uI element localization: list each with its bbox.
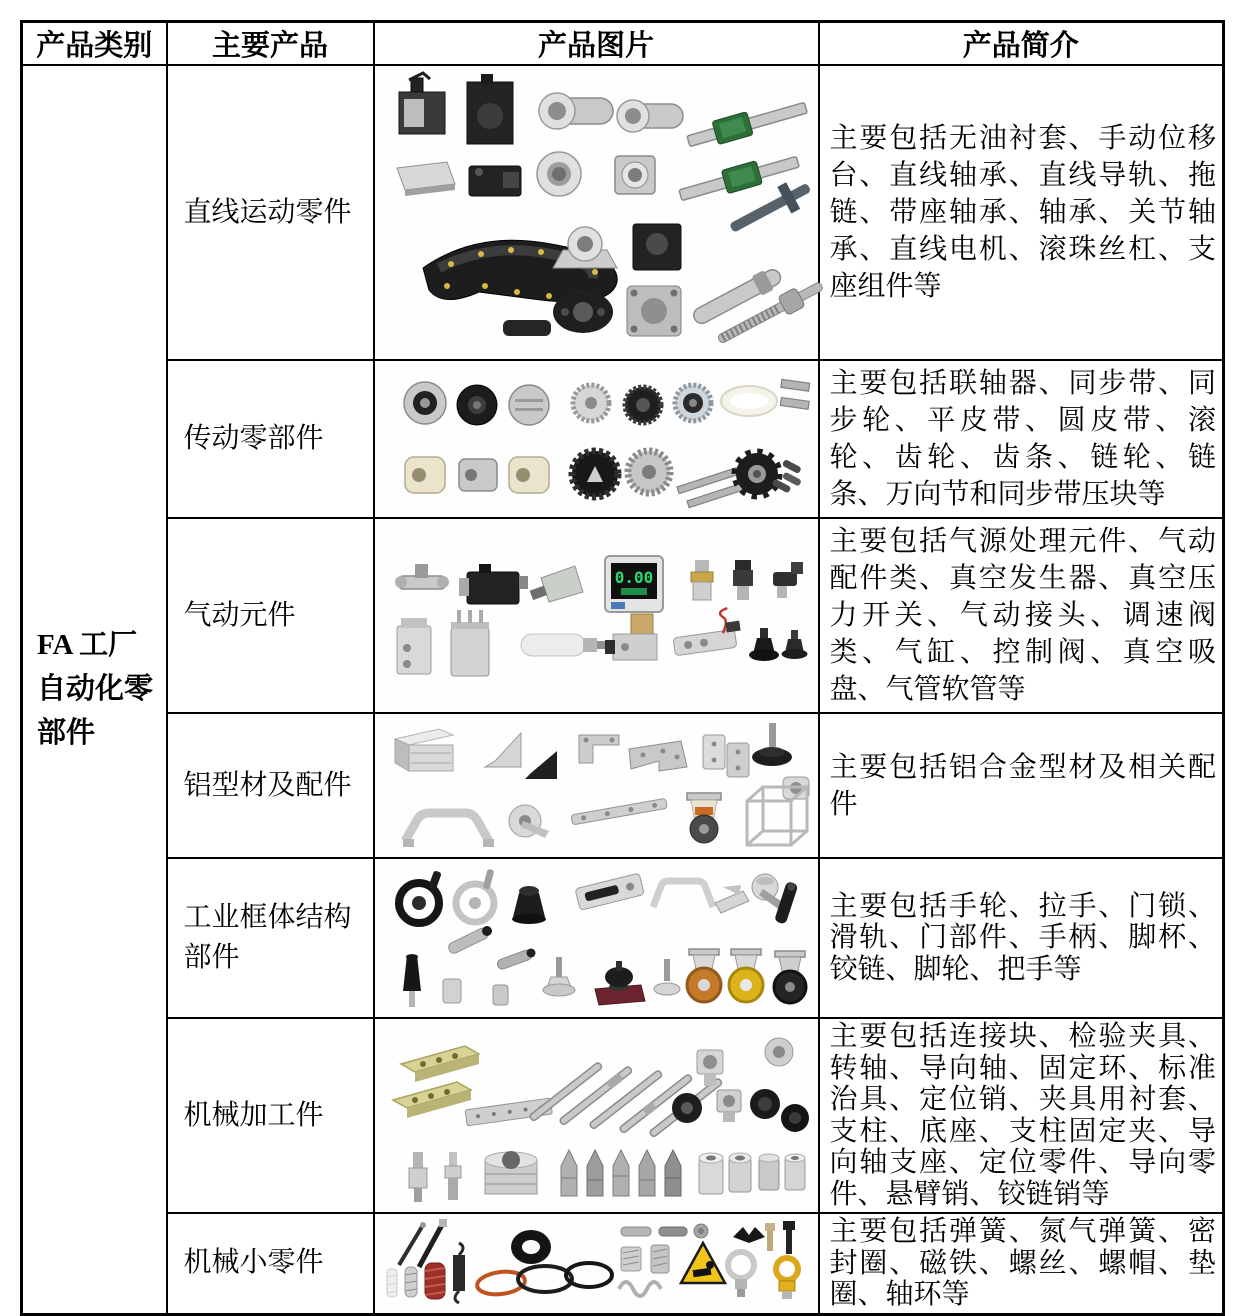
machined-parts-montage (381, 1024, 811, 1208)
product-name-cell: 传动零部件 (167, 360, 374, 518)
category-cell: FA 工厂自动化零部件 (22, 65, 167, 1314)
handwheel-icon (399, 870, 442, 923)
product-name-cell: 工业框体结构部件 (167, 858, 374, 1018)
roller-icon (405, 457, 445, 493)
clamp-lever-icon (443, 926, 492, 1003)
digital-pressure-gauge-icon (605, 556, 663, 612)
bushing-icon (699, 1153, 723, 1194)
rubber-ring-icon (750, 1089, 780, 1119)
solenoid-valve-icon (399, 73, 445, 134)
gear-icon (572, 451, 618, 497)
product-intro-cell: 主要包括连接块、检验夹具、转轴、导向轴、固定环、标准治具、定位销、夹具用衬套、支柱、底座、支柱固定夹、导向轴支座、定位零件、导向零件、悬臂销、铰链销等 (819, 1018, 1224, 1213)
guide-shaft-icon (589, 1069, 663, 1129)
eye-nut-icon (728, 1252, 754, 1297)
product-intro-cell: 主要包括联轴器、同步带、同步轮、平皮带、圆皮带、滚轮、齿轮、齿条、链轮、链条、万向节和同步带压块等 (819, 360, 1224, 518)
locating-pin-icon (665, 1150, 681, 1196)
table-row (22, 360, 1224, 518)
caster-icon (774, 951, 806, 1003)
product-intro-cell: 主要包括无油衬套、手动位移台、直线轴承、直线导轨、拖链、带座轴承、轴承、关节轴承、直线电机、滚珠丝杠、支座组件等 (819, 65, 1224, 360)
bushing-icon (729, 1153, 751, 1192)
timing-pulley-icon (675, 385, 711, 421)
product-name-cell: 机械小零件 (167, 1213, 374, 1314)
grip-handle-icon (403, 954, 421, 1007)
product-name-cell: 铝型材及配件 (167, 713, 374, 858)
suction-cup-icon (749, 628, 779, 661)
gauge-reading: 0.00 (614, 567, 654, 587)
connector-lock-icon (509, 805, 549, 838)
control-valve-icon (670, 606, 743, 655)
header-main-products: 主要产品 (167, 22, 374, 66)
compression-spring-icon (405, 1267, 417, 1297)
vacuum-sensor-icon (530, 566, 583, 602)
thread-insert-icon (651, 1245, 669, 1273)
table-row (22, 518, 1224, 713)
timing-pulley-icon (573, 385, 609, 421)
r-clip-icon (619, 1282, 661, 1296)
screw-icon (765, 1223, 775, 1251)
solenoid-valve-icon (605, 614, 657, 660)
coupling-icon (404, 382, 446, 424)
push-fitting-icon (733, 560, 753, 600)
product-image-cell (374, 1018, 819, 1213)
door-lock-icon (575, 873, 644, 910)
elbow-fitting-icon (773, 562, 803, 598)
corner-bracket-icon (485, 733, 521, 767)
fixing-ring-black-icon (672, 1093, 702, 1123)
table-row (22, 1213, 1224, 1314)
caster-icon (729, 949, 763, 1002)
air-fitting-icon (395, 564, 449, 589)
belt-ring-icon (721, 386, 777, 416)
aluminum-profile-montage (381, 719, 811, 853)
knob-icon (512, 886, 546, 924)
die-spring-icon (425, 1263, 445, 1299)
grooved-cylinder-icon (485, 1151, 537, 1194)
frl-unit-icon (459, 564, 528, 604)
table-row (22, 858, 1224, 1018)
fixing-ring-icon (765, 1038, 793, 1066)
round-cylinder-icon (521, 634, 605, 656)
leveling-caster-icon (687, 793, 721, 843)
oval-flange-icon (553, 291, 613, 333)
square-flange-bearing-icon (615, 156, 655, 194)
caster-icon (687, 949, 721, 1002)
extension-spring-icon (453, 1243, 465, 1303)
flanged-bearing-icon (537, 152, 581, 196)
brass-fitting-icon (691, 560, 713, 600)
u-handle-icon (653, 881, 713, 907)
transmission-parts-montage (381, 367, 811, 512)
gear-icon (628, 451, 670, 493)
table-row (22, 713, 1224, 858)
oil-seal-icon (511, 1230, 551, 1264)
roller-icon (459, 459, 497, 491)
aluminum-profile-icon (395, 729, 453, 771)
bolt-icon (783, 1221, 795, 1254)
product-image-cell (374, 713, 819, 858)
hinge-icon (703, 735, 749, 777)
guide-shaft-icon (529, 1061, 603, 1121)
guide-shaft-icon (558, 1065, 633, 1126)
locating-pin-icon (639, 1150, 655, 1196)
frame-cube-icon (747, 787, 807, 845)
rubber-ring-icon (781, 1104, 809, 1132)
coupling-icon (457, 385, 497, 425)
product-intro-cell: 主要包括手轮、拉手、门锁、滑轨、门部件、手柄、脚杯、铰链、脚轮、把手等 (819, 858, 1224, 1018)
turned-pin-icon (445, 1152, 461, 1200)
flat-belt-strip-icon (778, 379, 811, 409)
product-image-cell (374, 858, 819, 1018)
pull-handle-icon (403, 813, 494, 847)
header-product-category: 产品类别 (22, 22, 167, 66)
shaft-support-icon (717, 1090, 741, 1122)
pneumatic-components-montage (381, 552, 811, 680)
parallel-pin-icon (621, 1227, 651, 1236)
suction-cup-icon (782, 630, 808, 659)
hoist-ring-icon (776, 1258, 798, 1299)
corner-bracket-black-icon (525, 751, 557, 779)
joining-plate-icon (629, 741, 687, 771)
joining-plate-icon (579, 735, 619, 763)
guided-cylinder-icon (451, 610, 489, 676)
warning-triangle-icon (681, 1243, 725, 1283)
leveling-foot-icon (543, 957, 575, 996)
product-intro-cell: 主要包括弹簧、氮气弹簧、密封圈、磁铁、螺丝、螺帽、垫圈、轴环等 (819, 1213, 1224, 1314)
wing-nut-icon (733, 1227, 765, 1243)
shaft-support-block-icon (633, 224, 681, 270)
clamp-lever-icon (493, 949, 536, 1006)
product-image-cell (374, 360, 819, 518)
connecting-block-icon (401, 1046, 479, 1082)
leveling-foot-icon (752, 723, 792, 766)
table-row (22, 65, 1224, 360)
product-name-cell: 气动元件 (167, 518, 374, 713)
product-name-cell: 机械加工件 (167, 1018, 374, 1213)
vibration-mount-icon (595, 961, 645, 1005)
linear-guide-rail-icon (685, 95, 809, 152)
product-intro-cell: 主要包括气源处理元件、气动配件类、真空发生器、真空压力开关、气动接头、调速阀类、气缸、控制阀、真空吸盘、气管软管等 (819, 518, 1224, 713)
product-image-cell (374, 518, 819, 713)
product-image-cell (374, 65, 819, 360)
connecting-block-icon (393, 1082, 471, 1118)
locating-pin-icon (613, 1150, 629, 1196)
support-cylinder-icon (690, 264, 785, 328)
flange-plate-icon (627, 286, 681, 336)
roller-icon (509, 457, 549, 493)
product-intro-cell: 主要包括铝合金型材及相关配件 (819, 713, 1224, 858)
linear-bearing-icon (539, 93, 613, 129)
air-cylinder-icon (397, 618, 431, 674)
disc-coupling-icon (509, 385, 549, 425)
hex-nut-icon (694, 1224, 708, 1238)
product-category-table (20, 20, 1225, 1316)
table-row (22, 1018, 1224, 1213)
header-product-image: 产品图片 (374, 22, 819, 66)
valve-block-icon (467, 74, 513, 144)
table-header-row (22, 22, 1224, 66)
timing-pulley-icon (625, 387, 661, 423)
locating-pin-icon (561, 1150, 577, 1196)
sprocket-icon (736, 453, 778, 495)
product-image-cell (374, 1213, 819, 1314)
bushing-icon (759, 1154, 779, 1190)
frame-structure-parts-montage (381, 863, 811, 1013)
thread-insert-icon (621, 1247, 641, 1271)
linear-motion-parts-montage (381, 72, 811, 354)
handwheel-icon (456, 869, 494, 922)
header-product-intro: 产品简介 (819, 22, 1224, 66)
locating-pin-icon (587, 1150, 603, 1196)
key-icon (659, 1227, 687, 1236)
cross-slide-icon (469, 166, 521, 196)
product-name-cell: 直线运动零件 (167, 65, 374, 360)
profile-bar-icon (571, 798, 667, 825)
bushing-icon (785, 1154, 805, 1190)
leveling-foot-icon (654, 959, 680, 995)
manual-stage-icon (397, 162, 455, 196)
linear-bearing-icon (617, 100, 683, 132)
compression-spring-icon (387, 1269, 397, 1297)
turned-pin-icon (409, 1152, 427, 1202)
small-machine-parts-montage (381, 1219, 811, 1307)
latch-bracket-icon (715, 885, 749, 913)
